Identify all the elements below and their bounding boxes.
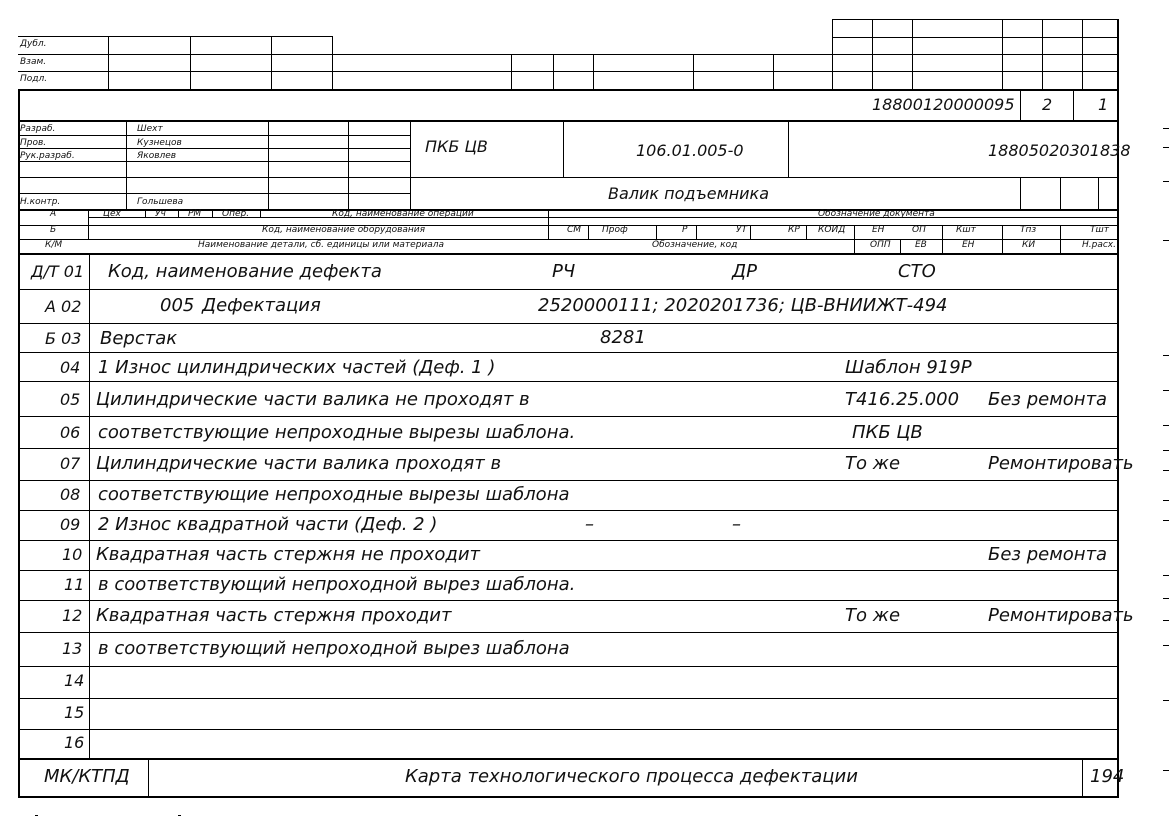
row-km-ki: КИ xyxy=(1022,240,1036,250)
row-b-koid: КОИД xyxy=(818,225,846,235)
line-text: в соответствующий непроходной вырез шаблона. xyxy=(98,574,576,595)
dr-header: ДР xyxy=(732,261,757,282)
row-a-oper: Опер. xyxy=(222,209,250,219)
line-decision: Ремонтировать xyxy=(988,453,1134,474)
organization: ПКБ ЦВ xyxy=(425,137,488,156)
line-text: Квадратная часть стержня проходит xyxy=(96,605,452,626)
row-b-prof: Проф xyxy=(602,225,628,235)
row-km-code: Обозначение, код xyxy=(652,240,738,250)
row-a-ceh: Цех xyxy=(103,209,121,219)
line-dash: – xyxy=(732,514,741,535)
row-num: Д/Т 01 xyxy=(31,262,85,281)
row-num: 14 xyxy=(64,671,85,690)
row-num: 04 xyxy=(60,358,81,377)
operation-code: 005 xyxy=(160,295,195,316)
line-tool: То же xyxy=(845,605,901,626)
row-num: 11 xyxy=(64,575,85,594)
line-tool: ПКБ ЦВ xyxy=(852,422,923,443)
line-text: Цилиндрические части валика не проходят в xyxy=(96,389,530,410)
line-text: 2 Износ квадратной части (Деф. 2 ) xyxy=(98,514,438,535)
footer-page: 194 xyxy=(1090,766,1125,787)
line-dash: – xyxy=(585,514,594,535)
row-num: 13 xyxy=(62,639,83,658)
row-b-r: Р xyxy=(682,225,688,235)
row-num: 05 xyxy=(60,390,81,409)
line-text: в соответствующий непроходной вырез шаблона xyxy=(98,638,570,659)
name-norm-control: Гольшева xyxy=(137,197,184,207)
row-b-equipment: Код, наименование оборудования xyxy=(262,225,426,235)
row-b-prefix: Б xyxy=(50,225,57,235)
line-text: Квадратная часть стержня не проходит xyxy=(96,544,481,565)
equipment-code: 8281 xyxy=(600,327,646,348)
document-number: 106.01.005-0 xyxy=(636,141,744,160)
role-lead: Рук.разраб. xyxy=(20,151,75,161)
line-text: соответствующие непроходные вырезы шаблона. xyxy=(98,422,576,443)
line-tool: Шаблон 919Р xyxy=(845,357,972,378)
row-km-ev: ЕВ xyxy=(915,240,927,250)
row-km-opp: ОПП xyxy=(870,240,891,250)
row-b-en: ЕН xyxy=(872,225,885,235)
label-dubl: Дубл. xyxy=(20,39,47,49)
row-num: 16 xyxy=(64,733,85,752)
row-num: 10 xyxy=(62,545,83,564)
role-checker: Пров. xyxy=(20,138,47,148)
row-num: 08 xyxy=(60,485,81,504)
row-km-en: ЕН xyxy=(962,240,975,250)
row-num: 06 xyxy=(60,423,81,442)
row-b-tsht: Тшт xyxy=(1090,225,1109,235)
row-b-op: ОП xyxy=(912,225,926,235)
name-lead: Яковлев xyxy=(137,151,177,161)
name-developer: Шехт xyxy=(137,124,163,134)
row-km-nrash: Н.расх. xyxy=(1082,240,1116,250)
rch-header: РЧ xyxy=(552,261,576,282)
sto-header: СТО xyxy=(898,261,936,282)
row-b-sm: СМ xyxy=(567,225,582,235)
sheet-total: 2 xyxy=(1042,95,1053,114)
label-vzam: Взам. xyxy=(20,57,47,67)
line-tool: Т416.25.000 xyxy=(845,389,960,410)
row-num: А 02 xyxy=(45,297,82,316)
name-checker: Кузнецов xyxy=(137,138,182,148)
row-a-uch: Уч xyxy=(155,209,166,219)
line-decision: Ремонтировать xyxy=(988,605,1134,626)
role-norm-control: Н.контр. xyxy=(20,197,61,207)
line-text: Цилиндрические части валика проходят в xyxy=(96,453,502,474)
row-a-operation: Код, наименование операции xyxy=(332,209,474,219)
row-num: Б 03 xyxy=(45,329,82,348)
row-b-ut: УТ xyxy=(736,225,747,235)
row-num: 15 xyxy=(64,703,85,722)
operation-documents: 2520000111; 2020201736; ЦВ-ВНИИЖТ-494 xyxy=(538,295,948,316)
row-num: 09 xyxy=(60,515,81,534)
line-decision: Без ремонта xyxy=(988,544,1108,565)
line-decision: Без ремонта xyxy=(988,389,1108,410)
row-a-document: Обозначение документа xyxy=(818,209,935,219)
footer-form: МК/КТПД xyxy=(44,766,130,787)
row-b-ksht: Кшт xyxy=(956,225,976,235)
line-text: соответствующие непроходные вырезы шаблона xyxy=(98,484,570,505)
line-tool: То же xyxy=(845,453,901,474)
row-km-material: Наименование детали, сб. единицы или материала xyxy=(198,240,445,250)
row-b-tpz: Тпз xyxy=(1020,225,1037,235)
row-km-prefix: К/М xyxy=(45,240,63,250)
row-num: 12 xyxy=(62,606,83,625)
row-a-prefix: А xyxy=(50,209,57,219)
part-name: Валик подъемника xyxy=(608,184,770,203)
role-developer: Разраб. xyxy=(20,124,56,134)
defect-header: Код, наименование дефекта xyxy=(108,261,382,282)
line-text: 1 Износ цилиндрических частей (Деф. 1 ) xyxy=(98,357,496,378)
footer-title: Карта технологического процесса дефектации xyxy=(405,766,858,787)
header-number: 18800120000095 xyxy=(872,95,1015,114)
document-code: 18805020301838 xyxy=(988,141,1131,160)
equipment-name: Верстак xyxy=(100,328,178,349)
sheet-number: 1 xyxy=(1098,95,1109,114)
row-b-kr: КР xyxy=(788,225,800,235)
row-a-rm: РМ xyxy=(188,209,202,219)
operation-name: Дефектация xyxy=(202,295,321,316)
row-num: 07 xyxy=(60,454,81,473)
label-podl: Подл. xyxy=(20,74,48,84)
